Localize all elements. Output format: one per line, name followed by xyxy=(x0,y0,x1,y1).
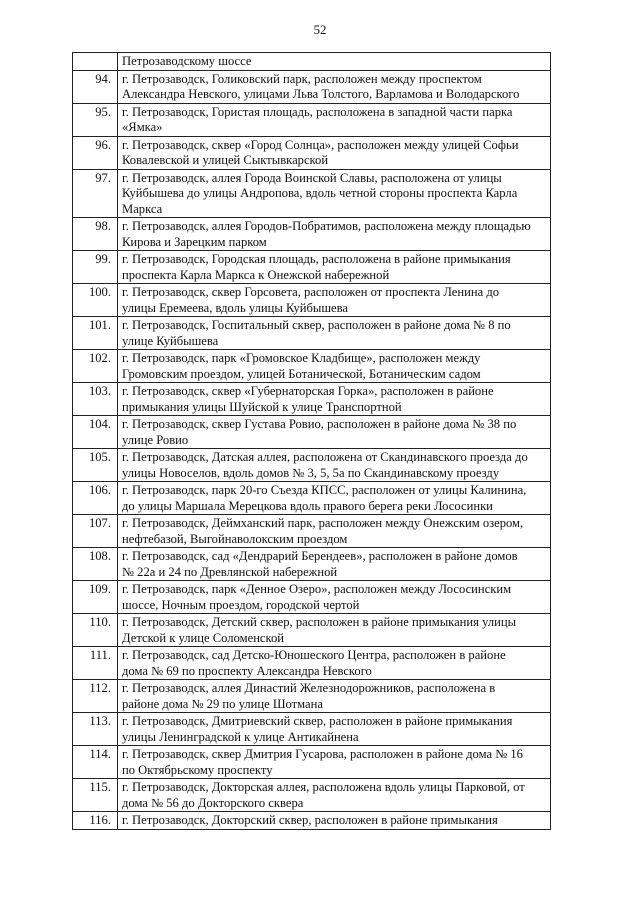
row-number: 116. xyxy=(73,812,118,830)
table-row xyxy=(73,383,551,416)
row-number: 108. xyxy=(73,548,118,581)
row-number: 98. xyxy=(73,218,118,251)
description-line: г. Петрозаводск, аллея Династий Железнодорожников, расположена в xyxy=(122,681,496,695)
description-line: г. Петрозаводск, сад Детско-Юношеского Центра, расположен в районе xyxy=(122,648,506,662)
description-line: дома № 69 по проспекту Александра Невского xyxy=(122,663,372,678)
description-line: г. Петрозаводск, Докторская аллея, расположена вдоль улицы Парковой, от xyxy=(122,780,525,794)
table-row xyxy=(73,614,551,647)
description-line: проспекта Карла Маркса к Онежской набережной xyxy=(122,267,390,282)
row-description xyxy=(118,416,551,449)
row-number: 109. xyxy=(73,581,118,614)
table-row xyxy=(73,416,551,449)
row-number: 101. xyxy=(73,317,118,350)
table-row xyxy=(73,136,551,169)
description-line: Кирова и Зарецким парком xyxy=(122,234,267,249)
table-row xyxy=(73,284,551,317)
table-row xyxy=(73,482,551,515)
table-row xyxy=(73,449,551,482)
description-line: г. Петрозаводск, Датская аллея, расположена от Скандинавского проезда до xyxy=(122,450,528,464)
row-number: 113. xyxy=(73,713,118,746)
description-line: Маркса xyxy=(122,201,163,216)
table-row xyxy=(73,218,551,251)
description-line: улице Куйбышева xyxy=(122,333,219,348)
table-row xyxy=(73,812,551,830)
description-line: до улицы Маршала Мерецкова вдоль правого берега реки Лососинки xyxy=(122,498,493,513)
description-line: г. Петрозаводск, парк 20-го Съезда КПСС, расположен от улицы Калинина, xyxy=(122,483,527,497)
description-line: г. Петрозаводск, парк «Громовское Кладбище», расположен между xyxy=(122,351,481,365)
row-description xyxy=(118,713,551,746)
row-description xyxy=(118,350,551,383)
description-line: г. Петрозаводск, Гористая площадь, расположена в западной части парка xyxy=(122,104,513,119)
row-description xyxy=(118,680,551,713)
table-row xyxy=(73,647,551,680)
row-number: 99. xyxy=(73,251,118,284)
row-number: 96. xyxy=(73,136,118,169)
description-line: г. Петрозаводск, Детский сквер, расположен в районе примыкания улицы xyxy=(122,615,517,629)
row-number xyxy=(73,53,118,71)
row-number: 104. xyxy=(73,416,118,449)
row-number: 100. xyxy=(73,284,118,317)
description-line: примыкания улицы Шуйской к улице Транспортной xyxy=(122,399,402,414)
table-body xyxy=(73,53,551,830)
description-line: «Ямка» xyxy=(122,120,163,134)
row-description xyxy=(118,383,551,416)
description-line: г. Петрозаводск, сквер Горсовета, расположен от проспекта Ленина до xyxy=(122,285,500,299)
table-row xyxy=(73,779,551,812)
description-line: шоссе, Ночным проездом, городской чертой xyxy=(122,597,360,612)
description-line: г. Петрозаводск, аллея Города Воинской Славы, расположена от улицы xyxy=(122,170,502,185)
row-description xyxy=(118,449,551,482)
row-description xyxy=(118,548,551,581)
row-description xyxy=(118,614,551,647)
row-description xyxy=(118,317,551,350)
table-row xyxy=(73,515,551,548)
row-number: 111. xyxy=(73,647,118,680)
row-description xyxy=(118,218,551,251)
description-line: г. Петрозаводск, сквер «Город Солнца», расположен между улицей Софьи xyxy=(122,137,519,152)
description-line: Ковалевской и улицей Сыктывкарской xyxy=(122,153,329,167)
row-number: 112. xyxy=(73,680,118,713)
description-line: г. Петрозаводск, сквер «Губернаторская Горка», расположен в районе xyxy=(122,384,494,398)
description-line: Куйбышева до улицы Андропова, вдоль четной стороны проспекта Карла xyxy=(122,186,518,200)
table-row xyxy=(73,169,551,218)
table-row xyxy=(73,581,551,614)
table-row xyxy=(73,53,551,71)
description-line: нефтебазой, Выгойнаволокским проездом xyxy=(122,531,348,546)
row-description xyxy=(118,103,551,136)
row-description xyxy=(118,779,551,812)
table-row xyxy=(73,680,551,713)
description-line: улицы Новоселов, вдоль домов № 3, 5, 5а по Скандинавскому проезду xyxy=(122,465,500,480)
row-description xyxy=(118,169,551,218)
description-line: дома № 56 до Докторского сквера xyxy=(122,795,304,810)
description-line: улицы Еремеева, вдоль улицы Куйбышева xyxy=(122,300,348,315)
description-line: районе дома № 29 по улице Шотмана xyxy=(122,696,323,711)
row-number: 106. xyxy=(73,482,118,515)
table-row xyxy=(73,103,551,136)
description-line: улице Ровио xyxy=(122,432,189,447)
description-line: Громовским проездом, улицей Ботанической, Ботаническим садом xyxy=(122,366,481,381)
description-line: г. Петрозаводск, парк «Денное Озеро», расположен между Лососинским xyxy=(122,582,512,596)
row-number: 107. xyxy=(73,515,118,548)
row-description xyxy=(118,581,551,614)
description-line: г. Петрозаводск, Деймханский парк, расположен между Онежским озером, xyxy=(122,516,524,530)
row-number: 95. xyxy=(73,103,118,136)
row-description xyxy=(118,746,551,779)
description-line: г. Петрозаводск, аллея Городов-Побратимов, расположена между площадью xyxy=(122,219,531,233)
row-description xyxy=(118,53,551,71)
row-description xyxy=(118,482,551,515)
row-description xyxy=(118,647,551,680)
row-description xyxy=(118,136,551,169)
description-line: Петрозаводскому шоссе xyxy=(122,54,252,68)
row-number: 105. xyxy=(73,449,118,482)
table-row xyxy=(73,548,551,581)
table-row xyxy=(73,251,551,284)
description-line: г. Петрозаводск, сквер Дмитрия Гусарова, расположен в районе дома № 16 xyxy=(122,747,523,761)
table-row xyxy=(73,350,551,383)
description-line: г. Петрозаводск, сквер Густава Ровио, расположен в районе дома № 38 по xyxy=(122,417,517,431)
row-number: 97. xyxy=(73,169,118,218)
row-number: 102. xyxy=(73,350,118,383)
row-description xyxy=(118,515,551,548)
description-line: Александра Невского, улицами Льва Толстого, Варламова и Володарского xyxy=(122,87,520,101)
description-line: Детской к улице Соломенской xyxy=(122,630,285,645)
page-number: 52 xyxy=(313,22,327,37)
row-number: 110. xyxy=(73,614,118,647)
table-row xyxy=(73,746,551,779)
description-line: г. Петрозаводск, Городская площадь, расположена в районе примыкания xyxy=(122,252,511,266)
description-line: г. Петрозаводск, Докторский сквер, расположен в районе примыкания xyxy=(122,813,498,827)
row-number: 115. xyxy=(73,779,118,812)
row-number: 103. xyxy=(73,383,118,416)
objects-table xyxy=(72,52,551,830)
description-line: № 22а и 24 по Древлянской набережной xyxy=(122,564,338,579)
table-row xyxy=(73,70,551,103)
description-line: г. Петрозаводск, Дмитриевский сквер, расположен в районе примыкания xyxy=(122,714,513,728)
row-number: 94. xyxy=(73,70,118,103)
row-description xyxy=(118,251,551,284)
table-row xyxy=(73,713,551,746)
description-line: улицы Ленинградской к улице Антикайнена xyxy=(122,729,359,744)
row-description xyxy=(118,812,551,830)
description-line: г. Петрозаводск, Госпитальный сквер, расположен в районе дома № 8 по xyxy=(122,318,511,332)
row-description xyxy=(118,284,551,317)
description-line: г. Петрозаводск, Голиковский парк, расположен между проспектом xyxy=(122,71,482,86)
description-line: г. Петрозаводск, сад «Дендрарий Берендеев», расположен в районе домов xyxy=(122,549,518,563)
table-row xyxy=(73,317,551,350)
row-number: 114. xyxy=(73,746,118,779)
description-line: по Октябрьскому проспекту xyxy=(122,762,273,777)
row-description xyxy=(118,70,551,103)
